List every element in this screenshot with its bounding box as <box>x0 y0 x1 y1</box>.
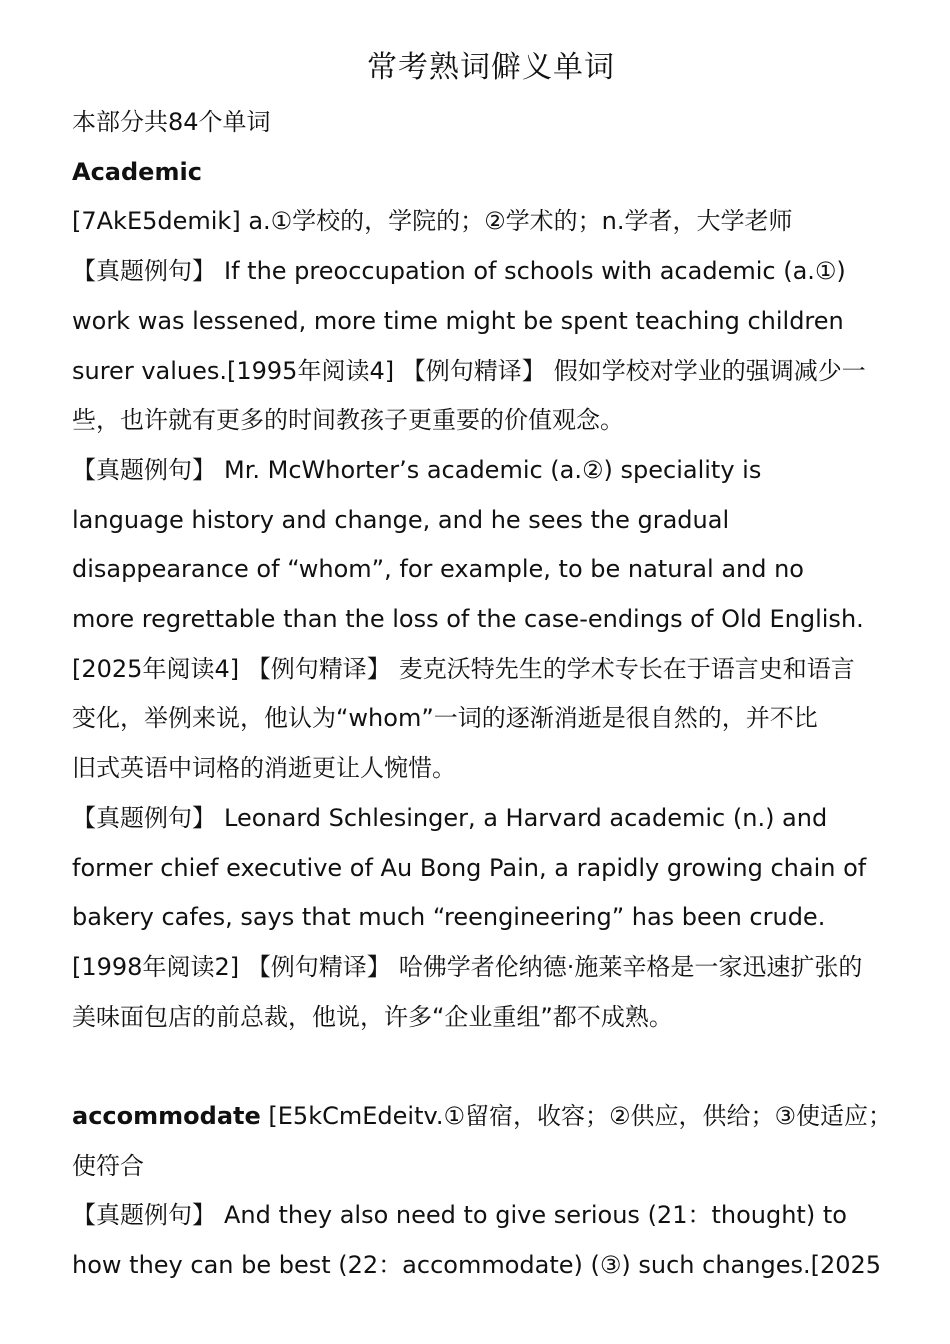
definition-line: 使符合 <box>72 1151 144 1180</box>
translation-text: 哈佛学者伦纳德·施莱辛格是一家迅速扩张的 <box>398 952 863 981</box>
example-tag: 【真题例句】 <box>72 803 216 832</box>
entry-accommodate <box>72 1092 910 1291</box>
translation-tag: 【例句精译】 <box>401 356 546 385</box>
example-block <box>72 446 910 794</box>
translation-line: 旧式英语中词格的消逝更让人惋惜。 <box>72 754 456 783</box>
example-line: disappearance of “whom”, for example, to be natural and no <box>72 555 804 584</box>
definition-text: [E5kCmEdeitv.①留宿，收容；②供应，供给；③使适应； <box>268 1102 892 1131</box>
page-title: 常考熟词僻义单词 <box>367 50 615 85</box>
example-text: Mr. McWhorter’s academic (a.②) speciality is <box>224 455 762 484</box>
headword-line <box>72 1092 910 1142</box>
word-count-line: 本部分共84个单词 <box>72 108 271 136</box>
headword: Academic <box>72 157 202 186</box>
example-text: And they also need to give serious (21：thought) to <box>224 1201 847 1230</box>
example-line <box>72 943 910 993</box>
translation-line: 些，也许就有更多的时间教孩子更重要的价值观念。 <box>72 406 624 435</box>
example-line <box>72 247 910 297</box>
example-line <box>72 794 910 844</box>
example-tag: 【真题例句】 <box>72 257 216 286</box>
translation-line: 变化，举例来说，他认为“whom”一词的逐渐消逝是很自然的，并不比 <box>72 704 818 733</box>
example-block <box>72 794 910 1043</box>
example-line: how they can be best (22：accommodate) (③) such changes.[2025 <box>72 1251 882 1280</box>
example-line: language history and change, and he sees the gradual <box>72 505 730 534</box>
example-line: bakery cafes, says that much “reengineering” has been crude. <box>72 903 826 932</box>
example-source: [1998年阅读2] <box>72 952 240 981</box>
example-text: If the preoccupation of schools with academic (a.①) <box>224 257 846 286</box>
translation-text: 麦克沃特先生的学术专长在于语言史和语言 <box>398 654 855 683</box>
example-block <box>72 247 910 446</box>
translation-text: 假如学校对学业的强调减少一 <box>553 356 866 385</box>
example-line: work was lessened, more time might be spent teaching children <box>72 306 844 335</box>
example-block <box>72 1191 910 1290</box>
headword: accommodate <box>72 1102 261 1131</box>
translation-tag: 【例句精译】 <box>246 952 391 981</box>
document-page <box>72 44 910 1291</box>
example-line <box>72 446 910 496</box>
example-tag: 【真题例句】 <box>72 1201 216 1230</box>
phonetic-definition: [7AkE5demik] a.①学校的，学院的；②学术的；n.学者，大学老师 <box>72 207 793 236</box>
example-line: more regrettable than the loss of the case-endings of Old English. <box>72 605 864 634</box>
example-line: former chief executive of Au Bong Pain, a rapidly growing chain of <box>72 853 867 882</box>
example-line <box>72 645 910 695</box>
example-tag: 【真题例句】 <box>72 455 216 484</box>
example-source: [2025年阅读4] <box>72 654 240 683</box>
entry-academic <box>72 148 910 1043</box>
spacer <box>72 1042 910 1092</box>
example-line <box>72 347 910 397</box>
translation-line: 美味面包店的前总裁，他说，许多“企业重组”都不成熟。 <box>72 1002 673 1031</box>
example-text: Leonard Schlesinger, a Harvard academic (n.) and <box>224 803 828 832</box>
example-source: surer values.[1995年阅读4] <box>72 356 395 385</box>
translation-tag: 【例句精译】 <box>246 654 391 683</box>
example-line <box>72 1191 910 1241</box>
